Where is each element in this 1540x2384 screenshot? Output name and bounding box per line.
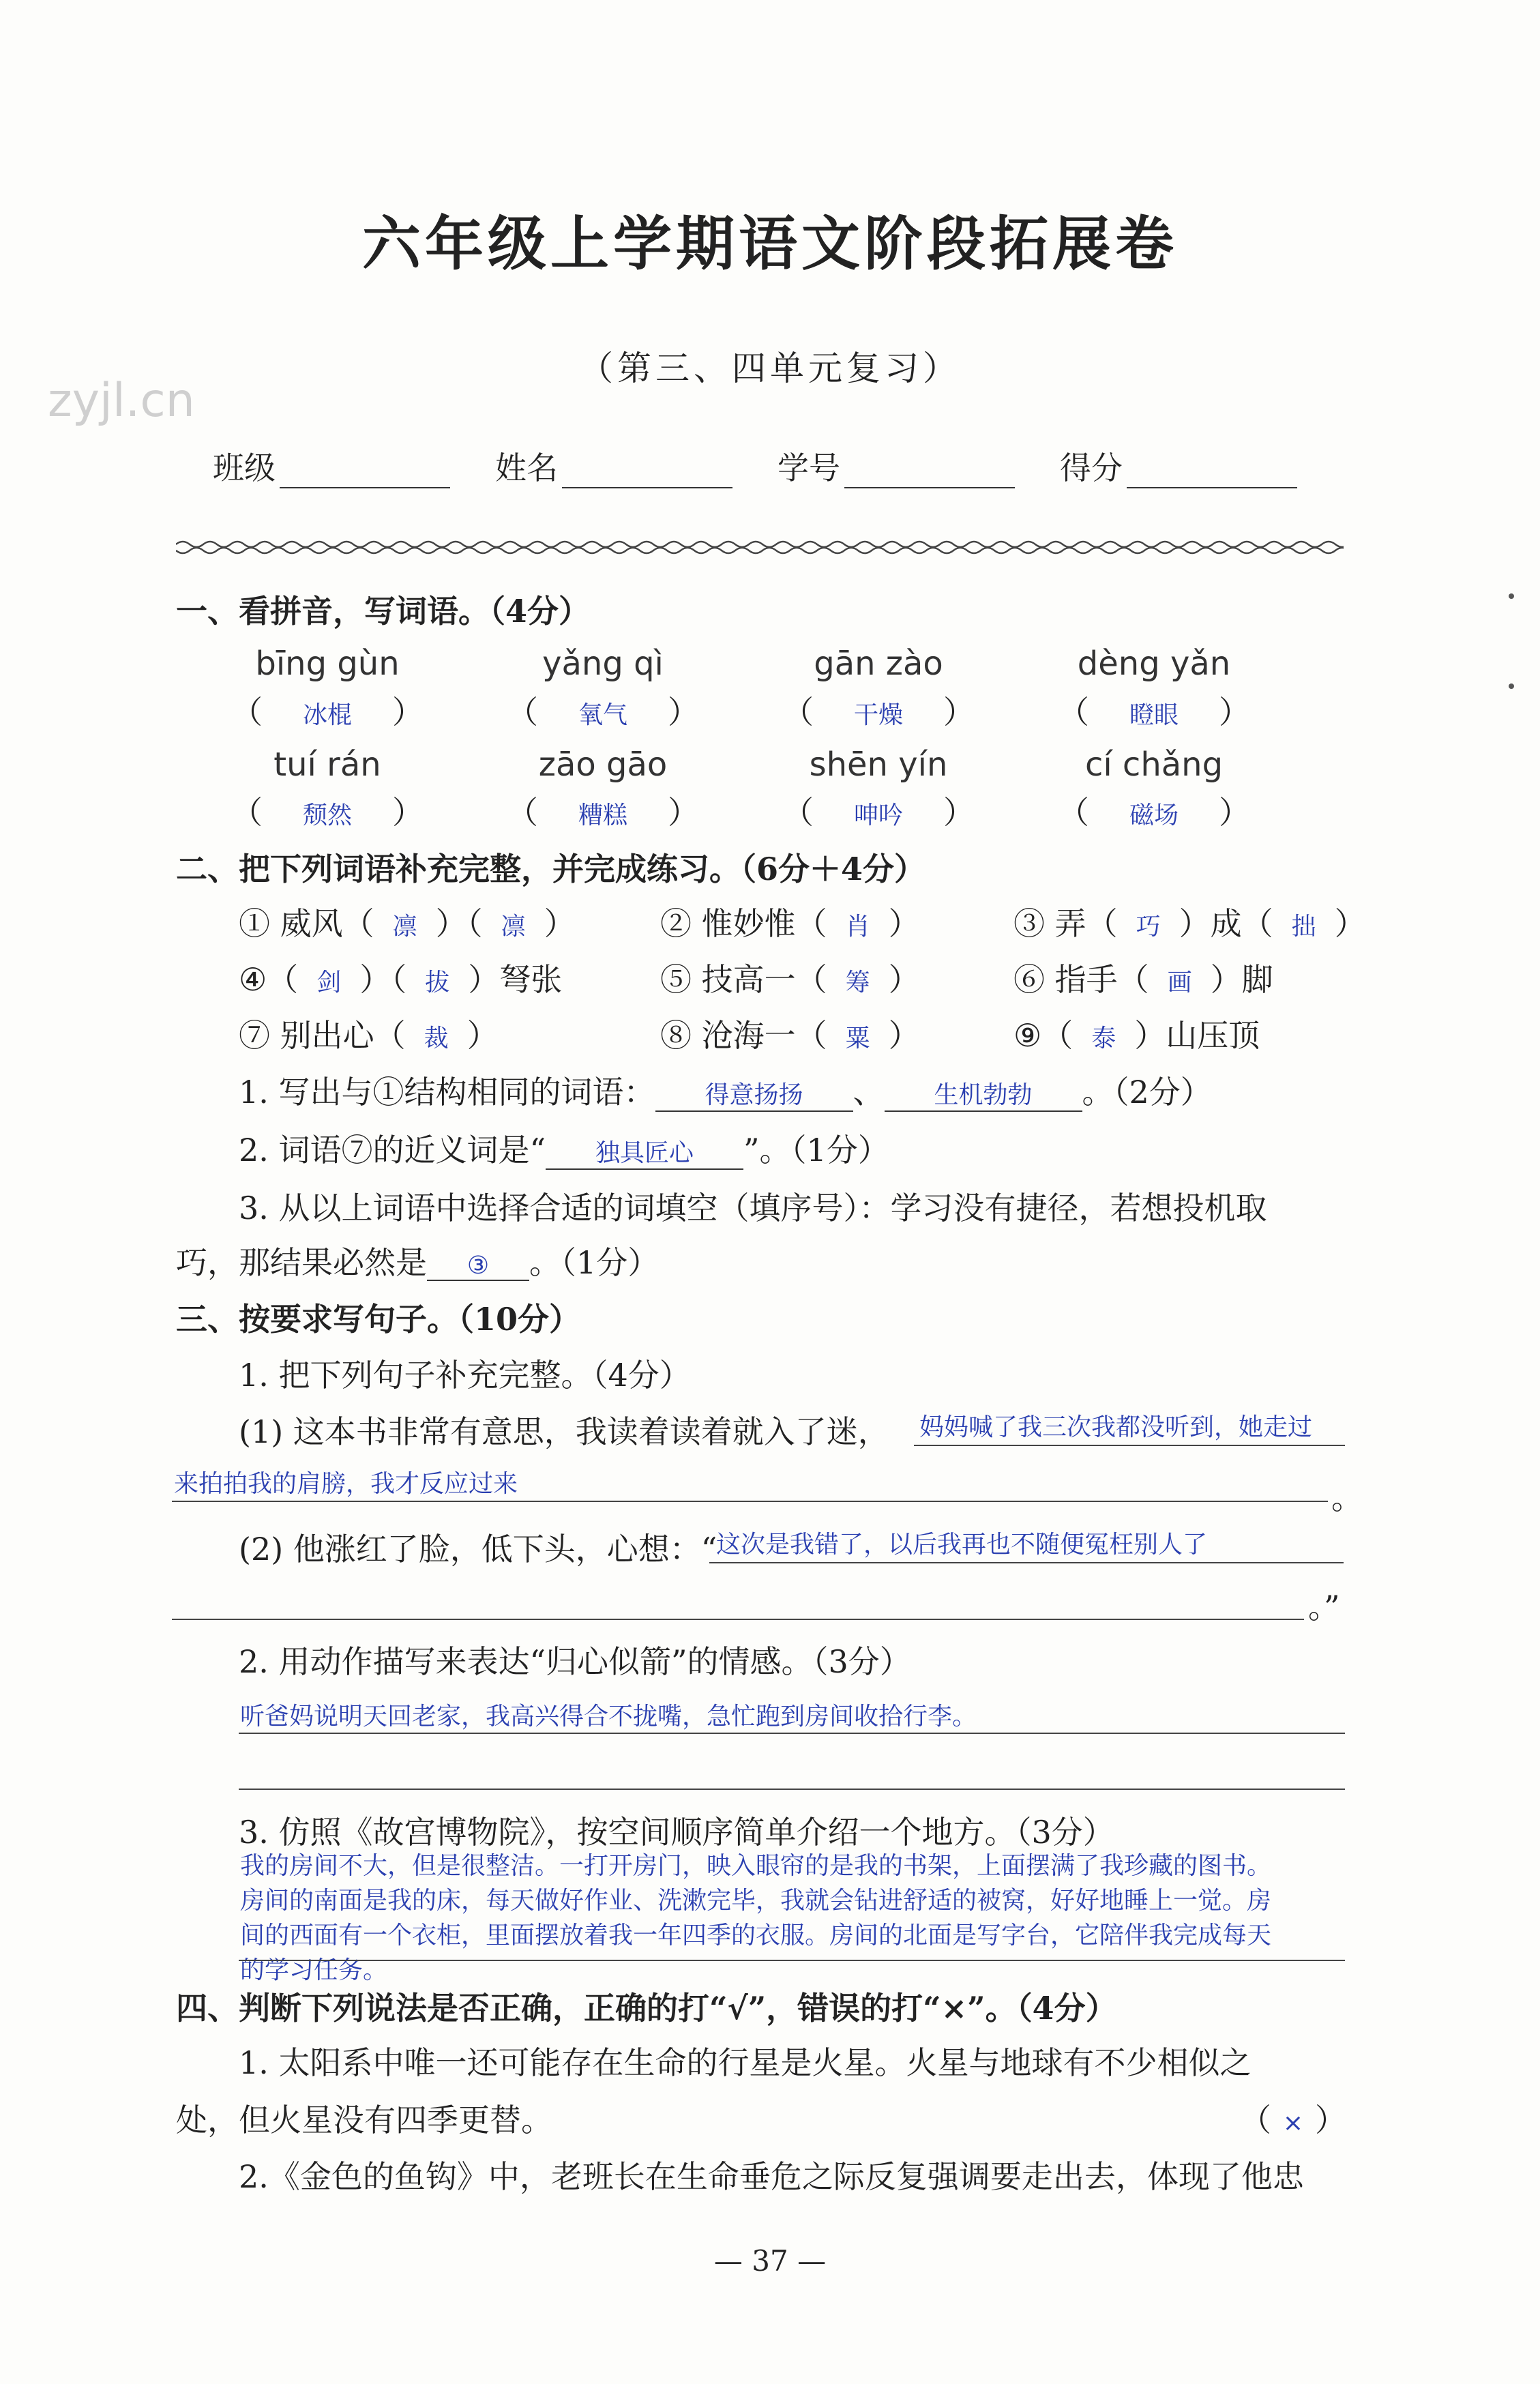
student-number-label: 学号: [778, 450, 840, 486]
closing-quote: 。”: [1308, 1589, 1340, 1625]
handwritten-answer: 颓然: [302, 801, 352, 829]
handwritten-answer: 泰: [1091, 1025, 1116, 1053]
idiom-5[interactable]: ⑤ 技高一（ 筹 ）: [660, 961, 920, 998]
handwritten-answer: 剑: [316, 969, 342, 997]
handwritten-answer: 凛: [392, 913, 417, 941]
handwritten-answer: 巧: [1136, 913, 1161, 941]
handwritten-answer: 肖: [845, 913, 870, 941]
student-number-field[interactable]: [778, 443, 1015, 488]
answer-line[interactable]: [172, 1619, 1304, 1620]
pinyin: shēn yín: [809, 746, 948, 784]
handwritten-answer: 干燥: [853, 701, 903, 729]
pinyin: gān zào: [814, 645, 943, 683]
handwritten-answer: 瞪眼: [1129, 701, 1179, 729]
handwritten-answer: 筹: [845, 969, 870, 997]
handwritten-answer: 我的房间不大，但是很整洁。一打开房门，映入眼帘的是我的书架，上面摆满了我珍藏的图书。: [240, 1852, 1272, 1880]
answer-blank[interactable]: （ 糟糕 ）: [507, 794, 699, 831]
watermark: zyjl.cn: [48, 374, 195, 428]
handwritten-answer: 的学习任务。: [240, 1956, 388, 1984]
handwritten-answer: 妈妈喊了我三次我都没听到，她走过: [919, 1413, 1313, 1441]
answer-line[interactable]: [914, 1445, 1345, 1446]
s4-question-1-cont: 处，但火星没有四季更替。: [176, 2102, 552, 2138]
answer-blank[interactable]: （ 瞪眼 ）: [1058, 694, 1250, 731]
handwritten-answer: 这次是我错了，以后我再也不随便冤枉别人了: [716, 1531, 1208, 1559]
answer-blank[interactable]: （ 颓然 ）: [231, 794, 424, 831]
s2-question-3: 3. 从以上词语中选择合适的词填空（填序号）：学习没有捷径，若想投机取: [239, 1190, 1267, 1226]
answer-line[interactable]: [709, 1562, 1344, 1563]
scan-speck: [1509, 683, 1514, 689]
pinyin: zāo gāo: [538, 746, 668, 784]
section-2-heading: 二、把下列词语补充完整，并完成练习。（6分＋4分）: [176, 851, 926, 887]
s3-question-1-2: (2) 他涨红了脸，低下头，心想：“: [239, 1531, 717, 1568]
handwritten-answer: 间的西面有一个衣柜，里面摆放着我一年四季的衣服。房间的北面是写字台，它陪伴我完成每天: [240, 1922, 1272, 1949]
s2-question-3-cont[interactable]: 巧，那结果必然是 ③ 。（1分）: [176, 1244, 660, 1281]
handwritten-answer: 氧气: [578, 701, 627, 729]
handwritten-answer: 房间的南面是我的床，每天做好作业、洗漱完毕，我就会钻进舒适的被窝，好好地睡上一觉。房: [240, 1887, 1272, 1915]
s2-question-2[interactable]: 2. 词语⑦的近义词是“ 独具匠心 ”。（1分）: [239, 1132, 889, 1168]
name-label: 姓名: [495, 450, 558, 486]
handwritten-answer: 凛: [501, 913, 526, 941]
handwritten-answer: 来拍拍我的肩膀，我才反应过来: [174, 1470, 518, 1498]
idiom-1[interactable]: ① 威风（ 凛 ）（ 凛 ）: [239, 905, 576, 942]
idiom-3[interactable]: ③ 弄（ 巧 ）成（ 拙 ）: [1013, 905, 1366, 942]
answer-blank[interactable]: （ 冰棍 ）: [231, 694, 424, 731]
s3-question-3: 3. 仿照《故宫博物院》，按空间顺序简单介绍一个地方。（3分）: [239, 1814, 1114, 1851]
s4-question-1: 1. 太阳系中唯一还可能存在生命的行星是火星。火星与地球有不少相似之: [239, 2044, 1252, 2081]
name-field[interactable]: [495, 443, 732, 488]
s2-question-1[interactable]: 1. 写出与①结构相同的词语： 得意扬扬 、 生机勃勃 。（2分）: [239, 1074, 1212, 1110]
page-number: — 37 —: [713, 2244, 827, 2278]
answer-blank[interactable]: （ 磁场 ）: [1058, 794, 1250, 831]
pinyin: yǎng qì: [542, 645, 664, 683]
score-field[interactable]: [1060, 443, 1297, 488]
class-label: 班级: [213, 450, 276, 486]
section-4-heading: 四、判断下列说法是否正确，正确的打“√”，错误的打“×”。（4分）: [176, 1990, 1117, 2027]
idiom-6[interactable]: ⑥ 指手（ 画 ）脚: [1013, 961, 1273, 998]
answer-line[interactable]: [172, 1501, 1328, 1502]
handwritten-answer: 听爸妈说明天回老家，我高兴得合不拢嘴，急忙跑到房间收拾行李。: [240, 1703, 977, 1731]
answer-blank[interactable]: （ 干燥 ）: [782, 694, 975, 731]
pinyin: bīng gùn: [255, 645, 400, 683]
handwritten-answer: 磁场: [1129, 801, 1179, 829]
class-field[interactable]: [213, 443, 450, 488]
handwritten-answer: 得意扬扬: [655, 1076, 853, 1112]
wavy-divider: [176, 539, 1344, 555]
handwritten-answer: ③: [427, 1252, 529, 1281]
idiom-4[interactable]: ④（ 剑 ）（ 拔 ）弩张: [239, 961, 563, 998]
handwritten-answer: 呻吟: [853, 801, 903, 829]
handwritten-answer: 裁: [424, 1025, 449, 1053]
s3-question-1: 1. 把下列句子补充完整。（4分）: [239, 1357, 691, 1394]
idiom-2[interactable]: ② 惟妙惟（ 肖 ）: [660, 905, 920, 942]
handwritten-answer: 拔: [425, 969, 450, 997]
handwritten-answer: 独具匠心: [546, 1134, 743, 1170]
scan-speck: [1509, 593, 1514, 599]
handwritten-answer: 画: [1167, 969, 1192, 997]
judgement-blank[interactable]: （ × ）: [1240, 2102, 1346, 2138]
pinyin: tuí rán: [273, 746, 381, 784]
pinyin: cí chǎng: [1084, 746, 1224, 784]
section-1-heading: 一、看拼音，写词语。（4分）: [176, 593, 591, 630]
page-subtitle: （第三、四单元复习）: [579, 349, 961, 388]
s4-question-2: 2.《金色的鱼钩》中，老班长在生命垂危之际反复强调要走出去，体现了他忠: [239, 2158, 1304, 2195]
handwritten-answer: 生机勃勃: [885, 1076, 1082, 1112]
answer-line[interactable]: [239, 1733, 1345, 1734]
handwritten-answer: ×: [1282, 2109, 1304, 2137]
handwritten-answer: 冰棍: [302, 701, 352, 729]
answer-line[interactable]: [239, 1789, 1345, 1790]
handwritten-answer: 粟: [845, 1025, 870, 1053]
idiom-8[interactable]: ⑧ 沧海一（ 粟 ）: [660, 1017, 920, 1054]
answer-blank[interactable]: （ 氧气 ）: [507, 694, 699, 731]
s3-question-1-1: (1) 这本书非常有意思，我读着读着就入了迷，: [239, 1413, 889, 1450]
period: 。: [1331, 1480, 1363, 1516]
handwritten-answer: 拙: [1291, 913, 1316, 941]
score-label: 得分: [1060, 450, 1123, 486]
idiom-9[interactable]: ⑨（ 泰 ）山压顶: [1013, 1017, 1260, 1054]
idiom-7[interactable]: ⑦ 别出心（ 裁 ）: [239, 1017, 499, 1054]
answer-line[interactable]: [239, 1960, 1345, 1961]
answer-blank[interactable]: （ 呻吟 ）: [782, 794, 975, 831]
handwritten-answer: 糟糕: [578, 801, 627, 829]
page-title: 六年级上学期语文阶段拓展卷: [362, 209, 1178, 278]
s3-question-2: 2. 用动作描写来表达“归心似箭”的情感。（3分）: [239, 1643, 911, 1680]
pinyin: dèng yǎn: [1077, 645, 1231, 683]
section-3-heading: 三、按要求写句子。（10分）: [176, 1301, 581, 1338]
